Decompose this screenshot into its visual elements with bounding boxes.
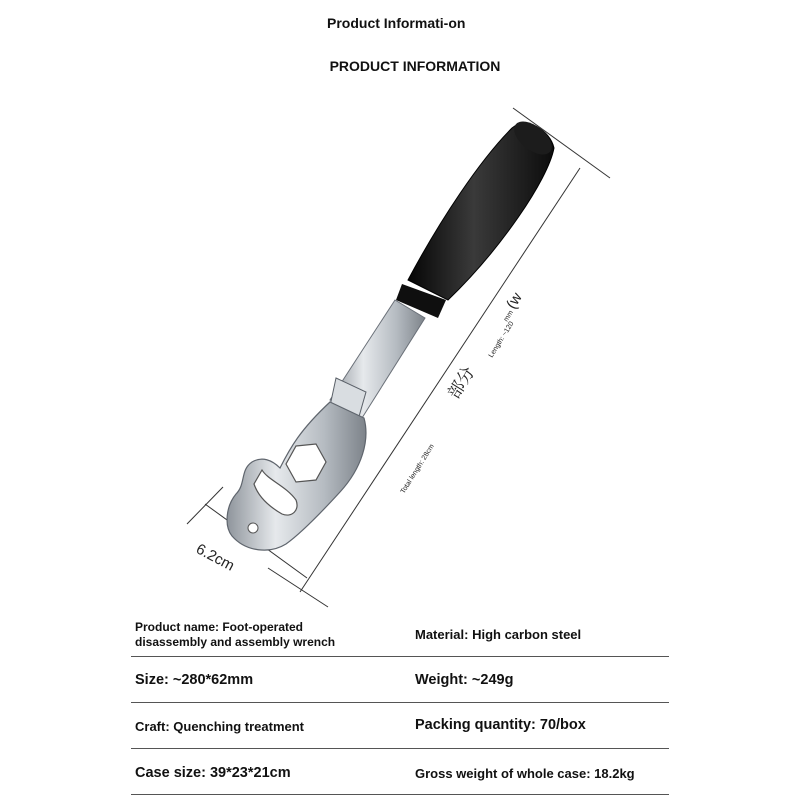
spec-weight: Weight: ~249g [415,672,514,688]
spec-row [131,703,669,749]
dim-bottom-tick [268,568,328,607]
header-title-main: PRODUCT INFORMATION [329,58,501,74]
header-title-small: Product Informati-on [327,15,466,31]
handle-label-unit: (w [502,289,526,313]
total-length-label: Total length: 28cm [399,443,436,496]
handle-label-length: Length: ~120 [487,320,516,360]
wrench-round-hole [248,523,258,533]
spec-packing-quantity: Packing quantity: 70/box [415,717,586,733]
spec-material: Material: High carbon steel [415,627,582,642]
spec-craft: Craft: Quenching treatment [135,719,305,734]
spec-size: Size: ~280*62mm [135,672,254,688]
handle-label-mm: mm [502,309,515,324]
spec-product-name: Product name: Foot-operated disassembly and assembly wrench [135,620,336,649]
spec-row [131,657,669,703]
spec-case-size: Case size: 39*23*21cm [135,765,291,781]
spec-gross-weight: Gross weight of whole case: 18.2kg [415,766,635,781]
dim-width-tick-left [187,487,223,524]
chinese-label: 部分 [444,363,479,403]
spec-table [131,612,669,795]
spec-row [131,749,669,795]
width-label: 6.2cm [193,540,238,575]
spec-row [131,612,669,657]
